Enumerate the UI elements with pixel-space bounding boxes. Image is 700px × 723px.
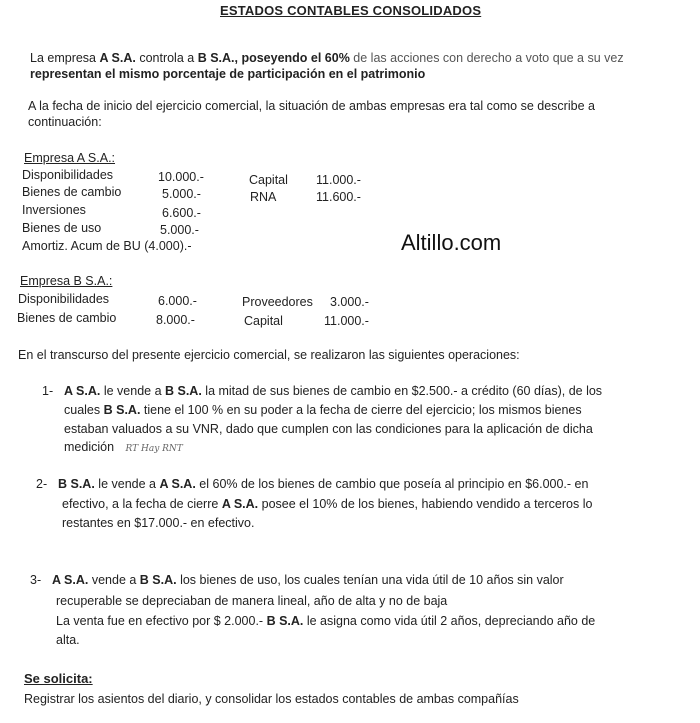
op-text: le vende a [100, 384, 165, 398]
intro-line-2: representan el mismo porcentaje de participación en el patrimonio [30, 67, 426, 81]
op-text: cuales [64, 403, 104, 417]
empresa-a-value: 11.000.- [316, 173, 361, 187]
op-text: posee el 10% de los bienes, habiendo vendido a terceros lo [258, 497, 593, 511]
op1-line-4 [64, 439, 183, 457]
company-a-name: A S.A. [52, 573, 89, 587]
empresa-a-row: Capital [249, 173, 288, 187]
company-b-name: B S.A. [58, 477, 95, 491]
solicita-heading: Se solicita: [24, 671, 93, 686]
op2-number: 2- [36, 477, 48, 491]
empresa-a-value: 6.600.- [162, 206, 201, 220]
op1-line-3: estaban valuados a su VNR, dado que cumplen con las condiciones para la aplicación de dicha [64, 422, 593, 436]
empresa-b-heading: Empresa B S.A.: [20, 274, 113, 288]
op-text: La venta fue en efectivo por $ 2.000.- [56, 614, 267, 628]
op3-line-1 [30, 572, 564, 588]
op1-number: 1- [42, 384, 54, 398]
empresa-a-row: Disponibilidades [22, 168, 114, 182]
empresa-a-row: Bienes de uso [22, 221, 102, 235]
intro-line-1 [30, 50, 624, 66]
op-text: le vende a [94, 477, 160, 491]
op-text: medición [64, 440, 115, 454]
op3-number: 3- [30, 573, 42, 587]
op1-line-2 [64, 402, 582, 418]
intro-text: de las acciones con derecho a voto que a su vez [349, 51, 624, 65]
company-b-name: B S.A. [139, 573, 177, 587]
op2-line-1 [36, 476, 588, 492]
op-text: efectivo, a la fecha de cierre [62, 497, 222, 511]
empresa-b-row: Proveedores [242, 295, 313, 309]
op2-line-3: restantes en $17.000.- en efectivo. [62, 516, 255, 530]
handwritten-note: RT Hay RNT [125, 444, 183, 454]
op-text: el 60% de los bienes de cambio que poseía al principio en $6.000.- en [195, 477, 589, 491]
empresa-a-row: RNA [250, 190, 277, 204]
op3-line-3 [56, 613, 595, 629]
empresa-b-row: Capital [244, 314, 283, 328]
intro-text: La empresa [30, 51, 100, 65]
op3-line-4: alta. [56, 633, 80, 647]
empresa-a-value: 10.000.- [158, 170, 204, 184]
company-a-name: A S.A. [221, 497, 259, 511]
company-a-name: A S.A. [159, 477, 196, 491]
empresa-b-value: 8.000.- [156, 313, 195, 327]
intro-percent: , poseyendo el 60% [234, 51, 350, 65]
empresa-a-heading: Empresa A S.A.: [24, 151, 116, 165]
op-text: vende a [88, 573, 140, 587]
empresa-b-value: 6.000.- [158, 294, 197, 308]
solicita-text: Registrar los asientos del diario, y consolidar los estados contables de ambas compañías [24, 692, 519, 706]
empresa-a-row: Inversiones [22, 203, 86, 217]
company-b-name: B S.A. [165, 384, 202, 398]
empresa-b-row: Disponibilidades [18, 292, 110, 306]
empresa-a-value: 5.000.- [160, 223, 199, 237]
op2-line-2 [62, 496, 592, 512]
empresa-a-value: 5.000.- [162, 187, 201, 201]
empresa-a-value: 11.600.- [316, 190, 361, 204]
empresa-a-row: Amortiz. Acum de BU (4.000).- [22, 239, 192, 253]
intro-line-4: continuación: [28, 115, 102, 129]
intro-line-3: A la fecha de inicio del ejercicio comercial, la situación de ambas empresas era tal como se describe a [28, 99, 595, 113]
op-text: la mitad de sus bienes de cambio en $2.500.- a crédito (60 días), de los [201, 384, 603, 398]
company-b-name: B S.A. [266, 614, 304, 628]
empresa-a-row: Bienes de cambio [22, 185, 122, 199]
op-text: tiene el 100 % en su poder a la fecha de cierre del ejercicio; los mismos bienes [140, 403, 582, 417]
empresa-b-row: Bienes de cambio [17, 311, 117, 325]
op-text: le asigna como vida útil 2 años, depreciando año de [303, 614, 596, 628]
company-b-name: B S.A. [197, 51, 235, 65]
op3-line-2: recuperable se depreciaban de manera lineal, año de alta y no de baja [56, 594, 448, 608]
company-a-name: A S.A. [64, 384, 101, 398]
page-title: ESTADOS CONTABLES CONSOLIDADOS [220, 3, 482, 18]
empresa-b-value: 3.000.- [330, 295, 369, 309]
op1-line-1 [42, 383, 602, 399]
intro-text: controla a [135, 51, 198, 65]
company-a-name: A S.A. [99, 51, 136, 65]
empresa-b-value: 11.000.- [324, 314, 369, 328]
watermark: Altillo.com [401, 230, 502, 255]
company-b-name: B S.A. [103, 403, 141, 417]
operaciones-intro: En el transcurso del presente ejercicio comercial, se realizaron las siguientes operaciones: [18, 348, 520, 362]
op-text: los bienes de uso, los cuales tenían una vida útil de 10 años sin valor [176, 573, 564, 587]
